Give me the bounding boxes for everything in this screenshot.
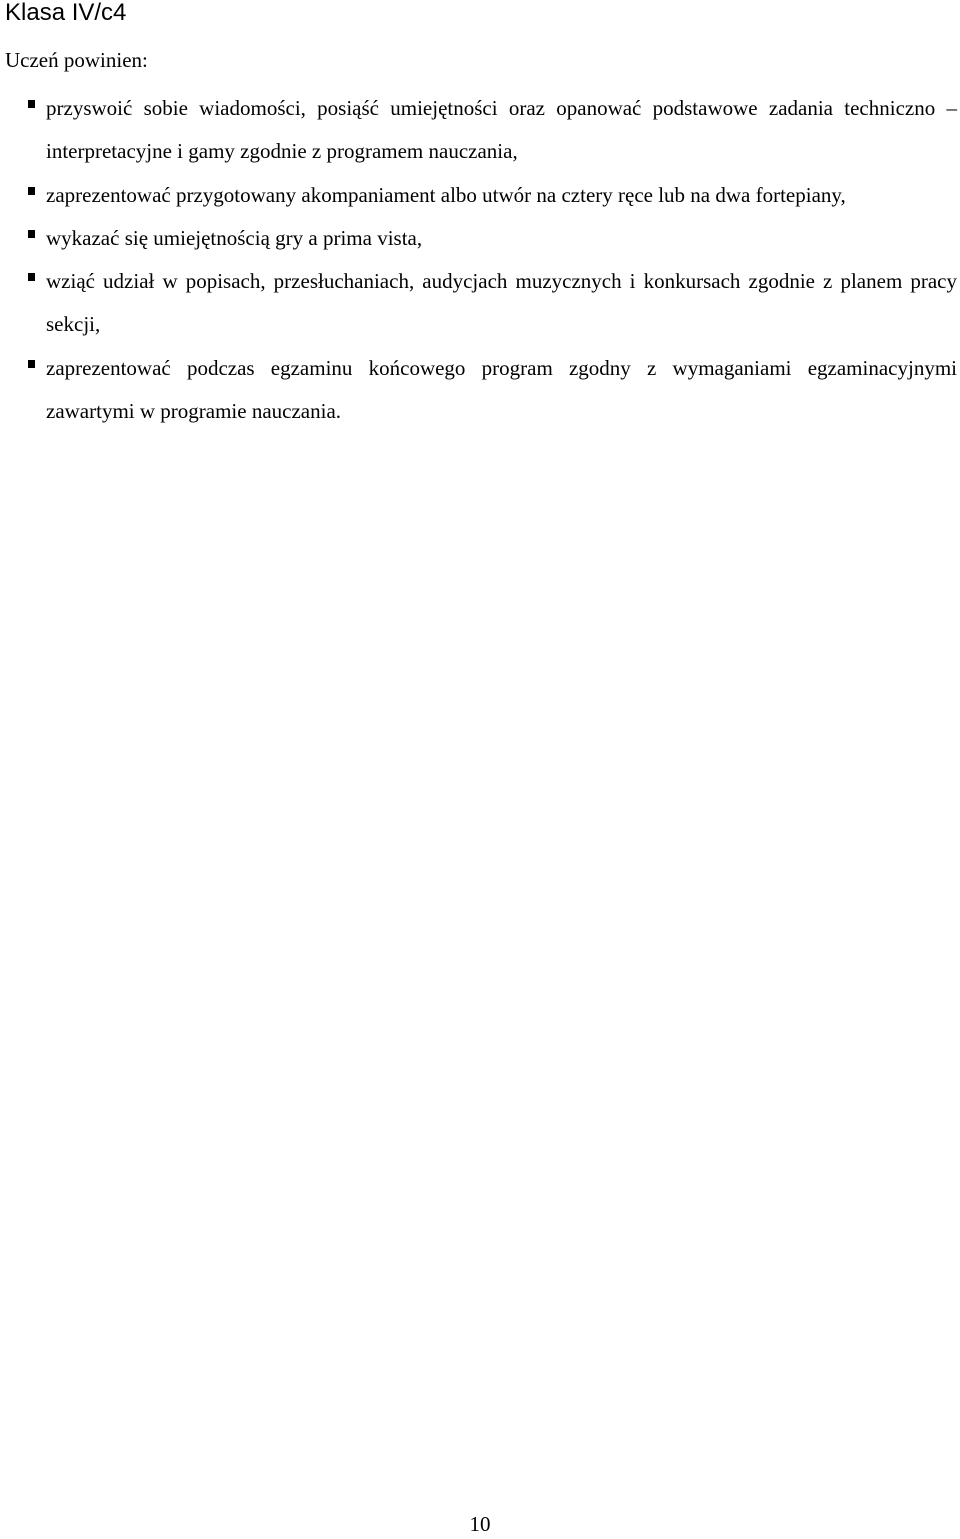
list-item [0,260,957,347]
list-item [0,217,957,260]
square-bullet-icon [28,360,35,368]
list-item-text: wziąć udział w popisach, przesłuchaniach, audycjach muzycznych i konkursach zgodnie z planem pracy sekcji, [46,269,957,337]
list-item-text: przyswoić sobie wiadomości, posiąść umiejętności oraz opanować podstawowe zadania techniczno – interpretacyjne i gamy zgodnie z programem nauczania, [46,96,957,164]
requirements-list [0,87,957,433]
list-item [0,87,957,174]
intro-text: Uczeń powinien: [5,48,148,72]
list-item [0,347,957,434]
square-bullet-icon [28,187,35,195]
square-bullet-icon [28,230,35,238]
section-heading: Klasa IV/c4 [5,0,127,26]
list-item-text: zaprezentować przygotowany akompaniament albo utwór na cztery ręce lub na dwa fortepiany, [46,182,846,207]
list-item-text: wykazać się umiejętnością gry a prima vista, [46,225,423,250]
page-number: 10 [469,1512,491,1536]
list-item [0,174,957,217]
square-bullet-icon [28,273,35,281]
list-item-text: zaprezentować podczas egzaminu końcowego program zgodny z wymaganiami egzaminacyjnymi zawartymi w programie nauczania. [46,355,957,424]
square-bullet-icon [28,100,35,108]
